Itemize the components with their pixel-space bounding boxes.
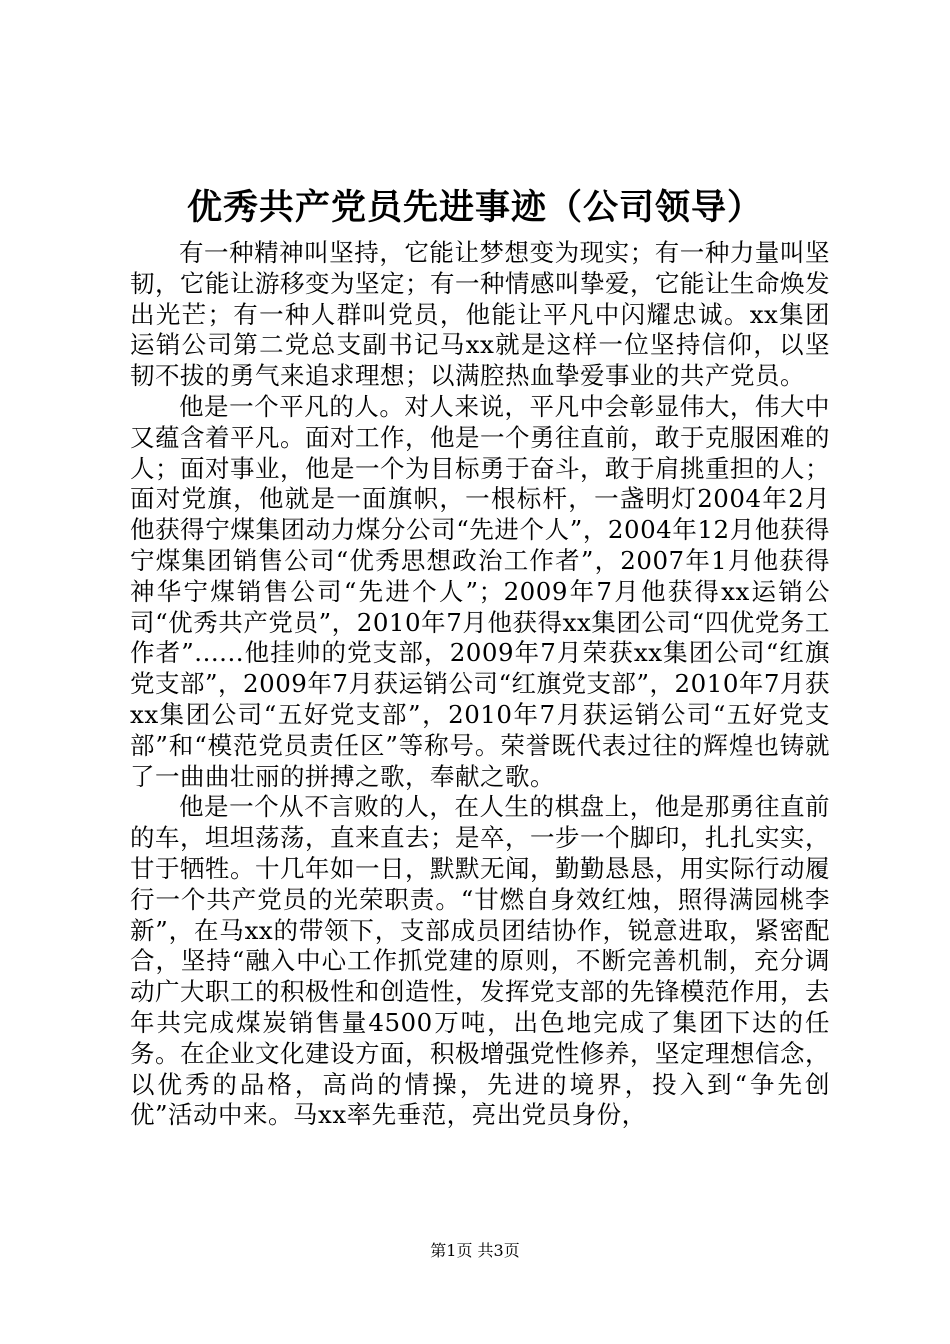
document-title: 优秀共产党员先进事迹（公司领导） bbox=[186, 187, 763, 228]
paragraph-1: 有一种精神叫坚持，它能让梦想变为现实；有一种力量叫坚韧，它能让游移变为坚定；有一种情感叫挚爱，它能让生命焕发出光芒；有一种人群叫党员，他能让平凡中闪耀忠诚。xx集团运销公司第二党总支副书记马xx就是这样一位坚持信仰，以坚韧不拔的勇气来追求理想；以满腔热血挚爱事业的共产党员。 bbox=[130, 238, 830, 391]
paragraph-2: 他是一个平凡的人。对人来说，平凡中会彰显伟大，伟大中又蕴含着平凡。面对工作，他是一个勇往直前，敢于克服困难的人；面对事业，他是一个为目标勇于奋斗，敢于肩挑重担的人；面对党旗，他就是一面旗帜，一根标杆，一盏明灯2004年2月他获得宁煤集团动力煤分公司“先进个人”，2004年12月他获得宁煤集团销售公司“优秀思想政治工作者”，2007年1月他获得神华宁煤销售公司“先进个人”；2009年7月他获得xx运销公司“优秀共产党员”，2010年7月他获得xx集团公司“四优党务工作者”......他挂帅的党支部，2009年7月荣获xx集团公司“红旗党支部”，2009年7月获运销公司“红旗党支部”，2010年7月获xx集团公司“五好党支部”，2010年7月获运销公司“五好党支部”和“模范党员责任区”等称号。荣誉既代表过往的辉煌也铸就了一曲曲壮丽的拼搏之歌，奉献之歌。 bbox=[130, 391, 830, 791]
page-footer: 第1页 共3页 bbox=[430, 1241, 520, 1260]
paragraph-3: 他是一个从不言败的人，在人生的棋盘上，他是那勇往直前的车，坦坦荡荡，直来直去；是卒，一步一个脚印，扎扎实实，甘于牺牲。十几年如一日，默默无闻，勤勤恳恳，用实际行动履行一个共产党员的光荣职责。“甘燃自身效红烛，照得满园桃李新”，在马xx的带领下，支部成员团结协作，锐意进取，紧密配合，坚持“融入中心工作抓党建的原则，不断完善机制，充分调动广大职工的积极性和创造性，发挥党支部的先锋模范作用，去年共完成煤炭销售量4500万吨，出色地完成了集团下达的任务。在企业文化建设方面，积极增强党性修养，坚定理想信念，以优秀的品格，高尚的情操，先进的境界，投入到“争先创优”活动中来。马xx率先垂范，亮出党员身份， bbox=[130, 792, 830, 1130]
document-body bbox=[130, 238, 830, 1131]
